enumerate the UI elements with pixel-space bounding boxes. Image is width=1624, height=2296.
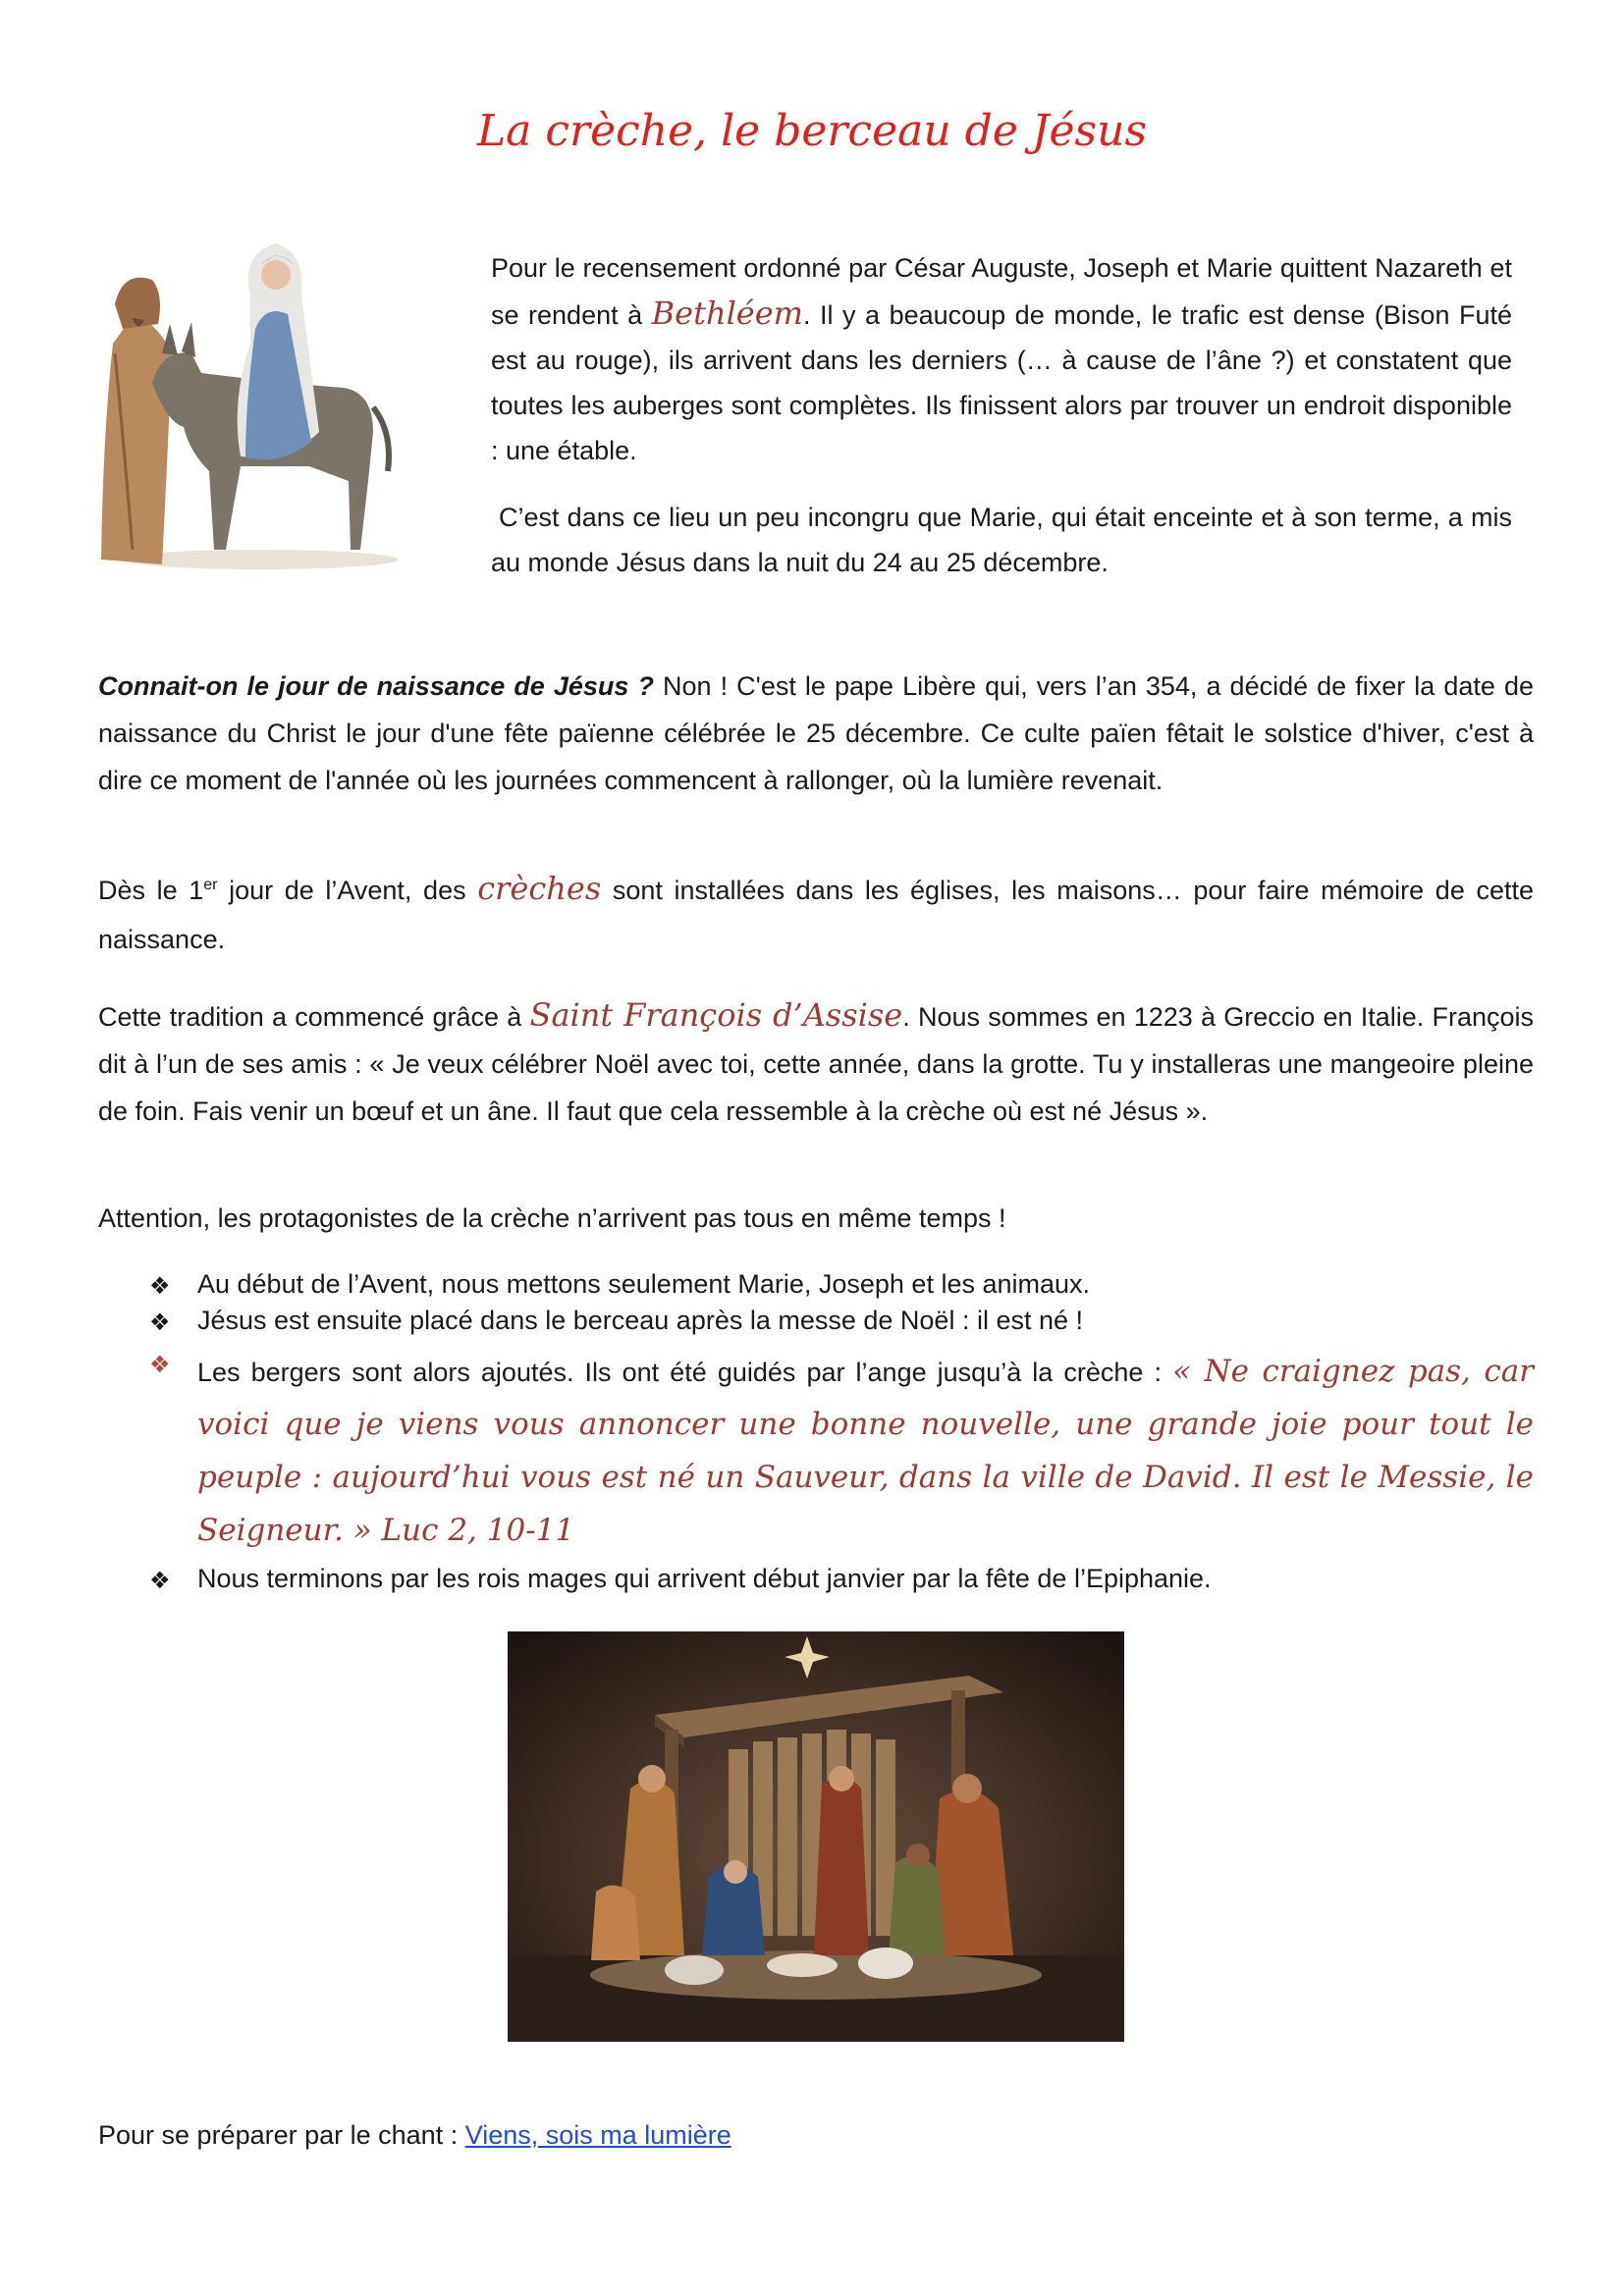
intro-text-part: Pour le recensement ordonné par César Auguste, Joseph et Marie quittent Nazareth et se rendent à (491, 253, 1512, 330)
diamond-bullet-icon: ❖ (149, 1568, 171, 1594)
list-item (145, 1561, 1534, 1597)
bullet-list (145, 1266, 1534, 1597)
advent-text-part: jour de l’Avent, des (217, 876, 478, 905)
list-item (145, 1303, 1534, 1339)
list-item (145, 1345, 1534, 1557)
birth-date-paragraph (98, 663, 1534, 804)
list-item-text: Nous terminons par les rois mages qui arrivent début janvier par la fête de l’Epiphanie. (197, 1564, 1212, 1593)
tradition-text-part: Cette tradition a commencé grâce à (98, 1002, 530, 1032)
attention-text: Attention, les protagonistes de la crèche n’arrivent pas tous en même temps ! (98, 1203, 1006, 1233)
tradition-text-part: . Nous sommes en 1223 à Greccio en Italie. François dit à l’un de ses amis : « Je veux célébrer Noël avec toi, cette année, dans la grotte. Tu y installeras une mangeoire pleine de foin. Fais venir un bœuf et un âne. Il faut que cela ressemble à la crèche où est né Jésus ». (98, 1002, 1535, 1126)
question-answer: Non ! C'est le pape Libère qui, vers l’an 354, a décidé de fixer la date de naissance du Christ le jour d'une fête païenne célébrée le 25 décembre. Ce culte païen fêtait le solstice d'hiver, c'est à dire ce moment de l'année où les journées commencent à rallonger, où la lumière revenait. (98, 671, 1534, 795)
advent-text-part: sont installées dans les églises, les maisons… pour faire mémoire de cette naissance. (98, 876, 1534, 954)
highlight-word: crèches (477, 870, 602, 907)
diamond-bullet-icon: ❖ (149, 1309, 171, 1336)
tradition-paragraph (98, 991, 1534, 1135)
advent-text-part: Dès le 1 (98, 876, 204, 905)
advent-paragraph (98, 864, 1534, 964)
intro-paragraph-1 (491, 245, 1512, 473)
diamond-bullet-icon: ❖ (149, 1273, 171, 1300)
question-heading: Connait-on le jour de naissance de Jésus ? (98, 671, 654, 701)
song-link[interactable]: Viens, sois ma lumière (464, 2120, 731, 2150)
scripture-quote: « Ne craignez pas, car voici que je viens vous annoncer une bonne nouvelle, une grande joie pour tout le peuple : aujourd’hui vous est né un Sauveur, dans la ville de David. Il est le Messie, le Seigneur. » Luc 2, 10-11 (197, 1354, 1534, 1548)
list-item (145, 1266, 1534, 1303)
list-item-text: Au début de l’Avent, nous mettons seulement Marie, Joseph et les animaux. (197, 1269, 1091, 1299)
attention-line (98, 1198, 1534, 1240)
ordinal-superscript: er (203, 877, 218, 893)
intro-text-part: . Il y a beaucoup de monde, le trafic est dense (Bison Futé est au rouge), ils arrivent dans les derniers (… à cause de l’âne ?) et constatent que toutes les auberges sont complètes. Ils finissent alors par trouver un endroit disponible : une étable. (491, 300, 1512, 465)
saint-name: Saint François d’Assise (529, 996, 903, 1034)
page-title: La crèche, le berceau de Jésus (476, 106, 1148, 156)
list-item-text: Les bergers sont alors ajoutés. Ils ont été guidés par l’ange jusqu’à la crèche : (197, 1358, 1173, 1387)
nativity-scene-photo (508, 1631, 1124, 2042)
place-name: Bethléem (651, 294, 804, 332)
birth-date-section (98, 663, 1534, 804)
advent-section (98, 864, 1534, 964)
tradition-section (98, 991, 1534, 1135)
diamond-bullet-icon: ❖ (149, 1352, 171, 1378)
holy-family-journey-illustration (93, 236, 407, 574)
intro-text (491, 245, 1512, 585)
intro-paragraph-2: C’est dans ce lieu un peu incongru que Marie, qui était enceinte et à son terme, a mis au monde Jésus dans la nuit du 24 au 25 décembre. (491, 503, 1512, 577)
footer-label: Pour se préparer par le chant : (98, 2120, 465, 2150)
footer-line (98, 2120, 731, 2151)
list-item-text: Jésus est ensuite placé dans le berceau après la messe de Noël : il est né ! (197, 1306, 1084, 1335)
